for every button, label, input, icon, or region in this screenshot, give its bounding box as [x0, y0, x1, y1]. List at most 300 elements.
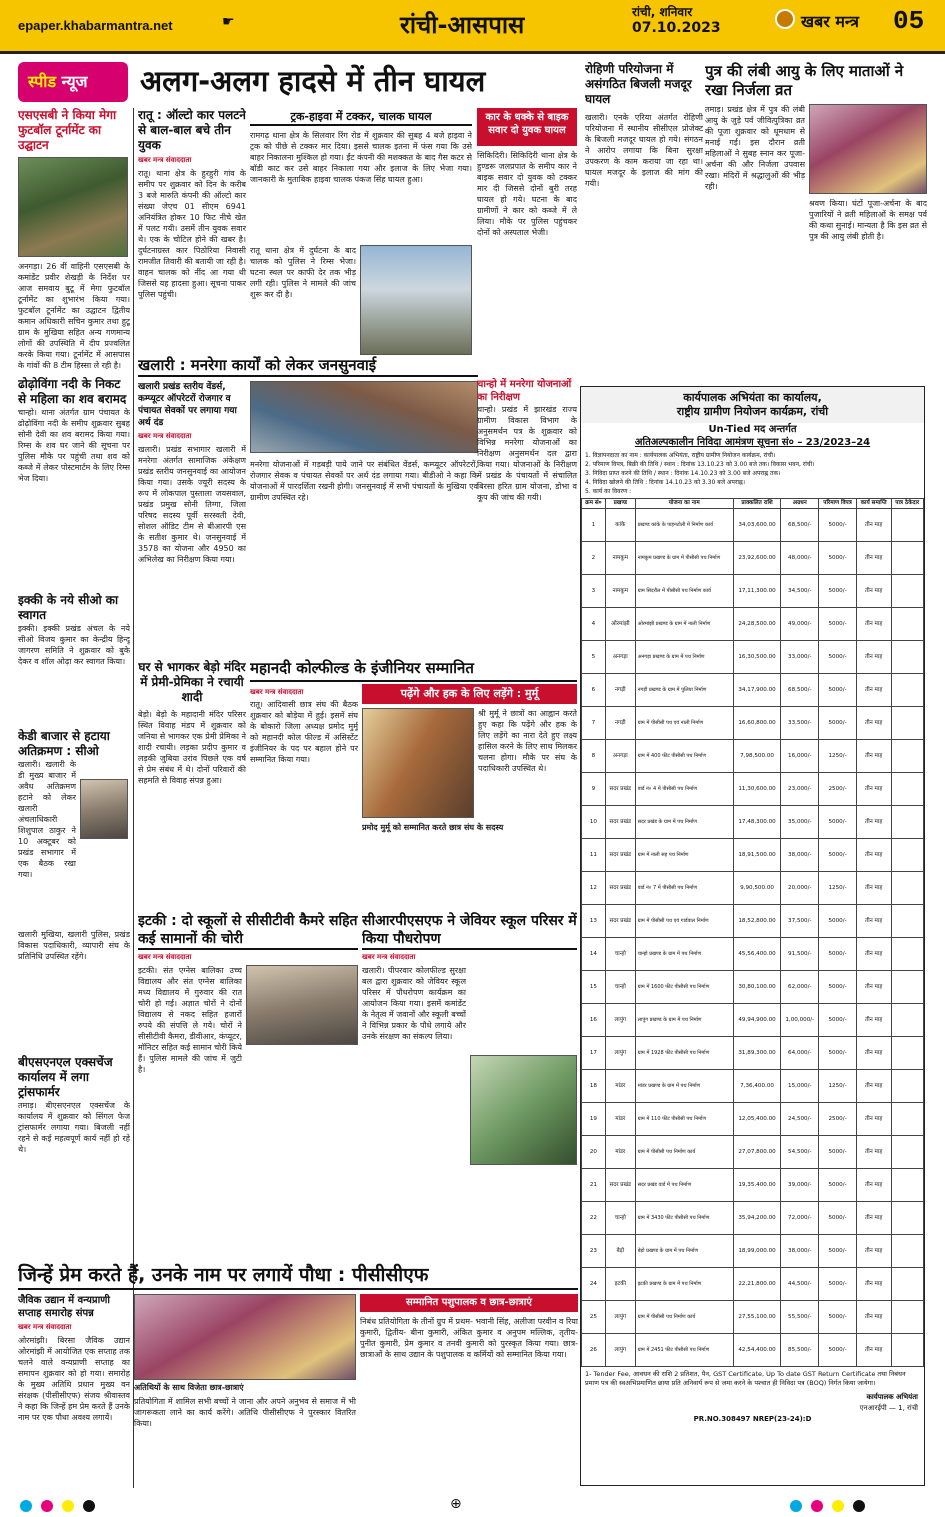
table-cell: तीन माह: [856, 773, 891, 806]
table-cell: 5000/-: [819, 1301, 857, 1334]
table-cell: 9,90,500.00: [733, 872, 781, 905]
table-cell: वार्ड नं० 4 में पीसीसी पथ निर्माण: [635, 773, 733, 806]
table-cell: 14: [582, 938, 606, 971]
story4-sub: खलारी प्रखंड स्तरीय वेंडर्स, कम्प्यूटर ऑपरेटरों रोजगार व पंचायत सेवकों पर लगाया गया अर्थ दंड: [138, 382, 237, 428]
story12-body: खलारी। पीपरवार कोलफील्ड सुरक्षा बल द्वारा शुक्रवार को जेवियर स्कूल परिसर में पौधरोपण कार्यक्रम का आयोजन किया गया। इसमें कमांडेंट के नेतृत्व में जवानों और स्कूली बच्चों ने विभिन्न प्रकार के पौधे लगाये और उनके संरक्षण का संकल्प लिया।: [362, 966, 466, 1041]
table-header-cell: प्रखण्ड: [605, 499, 635, 509]
story8-byline: खबर मन्त्र संवाददाता: [250, 688, 304, 696]
table-cell: 16,60,800.00: [733, 707, 781, 740]
table-header-cell: प्राक्कलित राशि: [733, 499, 781, 509]
story10-banner: [362, 684, 577, 704]
story13-sub: जैविक उद्यान में वन्यप्राणी सप्ताह समारोह संपन्न: [18, 1295, 111, 1319]
table-cell: मांडर: [605, 1070, 635, 1103]
table-cell: तीन माह: [856, 1103, 891, 1136]
table-cell: 39,000/-: [781, 1169, 819, 1202]
table-cell: सदर प्रखंड: [605, 905, 635, 938]
table-cell: [891, 1004, 924, 1037]
table-cell: 4: [582, 608, 606, 641]
story2-title: ट्रक-हाइवा में टक्कर, चालक घायल: [290, 110, 432, 123]
table-cell: 26: [582, 1334, 606, 1367]
table-cell: 5000/-: [819, 1004, 857, 1037]
table-cell: 34,500/-: [781, 575, 819, 608]
story14-title: सम्मानित पशुपालक व छात्र-छात्राएं: [406, 1297, 532, 1308]
table-cell: कांके: [605, 509, 635, 542]
table-cell: लापुंग: [605, 1334, 635, 1367]
table-cell: बेड़ो प्रखण्ड के ग्राम में पथ निर्माण: [635, 1235, 733, 1268]
table-cell: 2500/-: [819, 1103, 857, 1136]
theft-photo: [246, 965, 358, 1045]
table-cell: ग्राम में 400 फीट पीसीसी पथ निर्माण: [635, 740, 733, 773]
site-url[interactable]: epaper.khabarmantra.net: [18, 18, 173, 33]
left-t4-cont: खलारी मुखिया, खलारी पुलिस, प्रखंड विकास पदाधिकारी, व्यापारी संघ के प्रतिनिधि उपस्थित रहेंगे।: [18, 930, 130, 961]
football-photo: [18, 157, 128, 257]
story2-body-cont: रातू थाना क्षेत्र में दुर्घटना के बाद चालक को पुलिस ने रिम्स भेजा। घटना स्थल पर काफी देर तक भीड़ लगी रही। पुलिस ने मामले की जांच शुरू कर दी है।: [250, 246, 356, 299]
table-cell: 62,000/-: [781, 971, 819, 1004]
table-cell: 68,500/-: [781, 509, 819, 542]
story14-banner: [360, 1294, 578, 1312]
table-cell: तीन माह: [856, 938, 891, 971]
table-row: [582, 1169, 924, 1202]
table-cell: [891, 905, 924, 938]
table-cell: 37,500/-: [781, 905, 819, 938]
news-label: न्यूज: [61, 72, 88, 91]
table-cell: 34,03,600.00: [733, 509, 781, 542]
city-day: रांची, शनिवार: [632, 5, 693, 19]
table-row: [582, 806, 924, 839]
table-row: [582, 707, 924, 740]
table-cell: सदर प्रखंड: [605, 872, 635, 905]
story2-body: रामगढ़ थाना क्षेत्र के सिलवार रिंग रोड में शुक्रवार की सुबह 4 बजे हाइवा ने ट्रक को पीछे से टक्कर मार दिया। इससे चालक इतना में फंस गया कि उसे बाहर निकालना मुश्किल हो गया। ईंट कंपनी की मशक्कत के बाद गैस कटर से बॉडी काट कर उसे बाहर निकाला गया और इलाज के लिए भेजा गया। जानकारी के मुताबिक हाइवा चालक पंकज सिंह घायल हुआ।: [250, 131, 472, 184]
table-row: [582, 1334, 924, 1367]
story-khalari-manrega: [138, 355, 478, 655]
table-cell: 30,80,100.00: [733, 971, 781, 1004]
main-headline: अलग-अलग हादसे में तीन घायल: [140, 64, 486, 98]
table-header-cell: क्रम सं०: [582, 499, 606, 509]
cyan-dot-icon: [790, 1500, 802, 1512]
table-cell: 5: [582, 641, 606, 674]
table-cell: तीन माह: [856, 905, 891, 938]
table-cell: 1250/-: [819, 740, 857, 773]
table-cell: ग्राम में 1600 फीट पीसीसी पथ निर्माण: [635, 971, 733, 1004]
story-chanho-manrega: [477, 378, 577, 658]
table-cell: ओरमांझी प्रखण्ड के ग्राम में नाली निर्माण: [635, 608, 733, 641]
table-cell: 27,55,100.00: [733, 1301, 781, 1334]
table-row: [582, 1235, 924, 1268]
table-cell: [891, 1103, 924, 1136]
table-cell: ओरमांझी: [605, 608, 635, 641]
story7-body: तमाड़। प्रखंड क्षेत्र में पुत्र की लंबी आयु के जुड़े पर्व जीवित्पुत्रिका व्रत की पूजा शुक्रवार को धूमधाम से मनाई गई। इस दौरान व्रती महिलाओं ने सुबह स्नान कर पूजा-अर्चना की और निर्जला उपवास रखा। मंदिरों में श्रद्धालुओं की भीड़ रही।: [705, 105, 805, 191]
table-cell: लापुंग: [605, 1037, 635, 1070]
notice-line: 4. निविदा खोलने की तिथि : दिनांक 14.10.23 को 3.30 बजे अपराह्न।: [585, 479, 745, 486]
table-cell: 22: [582, 1202, 606, 1235]
magenta-dot-icon: [811, 1500, 823, 1512]
table-cell: 5000/-: [819, 938, 857, 971]
table-cell: 3: [582, 575, 606, 608]
notice-sign: कार्यपालक अभियंता: [866, 1393, 918, 1401]
notice-header: [581, 387, 924, 423]
left-t1: अनगड़ा। 26 वीं वाहिनी एसएसबी के कमांडेंट प्रवीर शेखड़ी के निर्देश पर आज समवाय बुटू में मेगा फुटबॉल टूर्नामेंट का शुभारंभ किया गया। फुटबॉल टूर्नामेंट का उद्घाटन द्वितीय कमान अधिकारी सचिन कुमार तथा हुटू ग्राम के मुखिया सहित अन्य गणमान्य लोगों की उपस्थिति में दीप प्रज्वलित करके किया गया। टूर्नामेंट में आसपास के गांवों की 8 टीम हिस्सा ले रही है।: [18, 262, 130, 370]
table-cell: वार्ड नं० 7 में पीसीसी पथ निर्माण: [635, 872, 733, 905]
table-cell: [891, 608, 924, 641]
table-cell: तीन माह: [856, 1070, 891, 1103]
notice-line: 1. विज्ञापनदाता का नाम : कार्यपालक अभियंता, राष्ट्रीय ग्रामीण नियोजन कार्यक्रम, रांची।: [585, 452, 776, 459]
table-cell: सदर प्रखंड: [605, 773, 635, 806]
table-cell: ग्राम में पीसीसी पथ निर्माण कार्य: [635, 1136, 733, 1169]
table-cell: तीन माह: [856, 1334, 891, 1367]
co-portrait-photo: [80, 779, 128, 839]
table-cell: 2: [582, 542, 606, 575]
notice-office: कार्यपालक अभियंता का कार्यालय,: [683, 391, 822, 404]
table-cell: [891, 1235, 924, 1268]
edition-date: 07.10.2023: [632, 20, 721, 36]
table-cell: सदर प्रखंड: [605, 839, 635, 872]
story3-title: कार के धक्के से बाइक सवार दो युवक घायल: [485, 112, 569, 136]
table-cell: [891, 1070, 924, 1103]
table-cell: 31,89,300.00: [733, 1037, 781, 1070]
table-cell: नगड़ी: [605, 707, 635, 740]
story12-title: सीआरपीएसएफ ने जेवियर स्कूल परिसर में किया पौधरोपण: [362, 912, 577, 950]
story1-body: रातू। थाना क्षेत्र के हुरहुरी गांव के समीप पर शुक्रवार को दिन के करीब 3 बजे मारुति कंपनी की ऑल्टो कार संख्या जेएच 01 सीएम 6941 अनियंत्रित होकर 10 फिट नीचे खेत में पलट गयी। उसमें तीन युवक सवार थे। एक के चोटिल होने की खबर है। दुर्घटनाग्रस्त कार पिठोरिया निवासी रामजीत तिवारी की बतायी जा रही है। वाहन चालक को नींद आ गया थी जिससे यह हादसा हुआ। सूचना पाकर पुलिस पहुंची।: [138, 169, 246, 299]
table-row: [582, 1004, 924, 1037]
table-cell: लापुंग: [605, 1004, 635, 1037]
left-t2: चान्हो। थाना अंतर्गत ग्राम पंचायत के ढोढ़ोविंगा नदी के समीप शुक्रवार सुबह सोनी देवी का शव बरामद किया गया। रिम्स के शव घर जाने की सूचना पर पुलिस मौके पर पहुंची तथा शव को कब्जे में लेकर पोस्टमार्टम के लिए रिम्स भेज दिया।: [18, 408, 130, 483]
left-t4: खलारी। खलारी के डी मुख्य बाजार में अवैध अतिक्रमण हटाने को लेकर खलारी अंचलाधिकारी शिशुपाल ठाकुर ने 10 अक्टूबर को प्रखंड सभागार में एक बैठक रखा गया।: [18, 760, 76, 879]
notice-line: 3. निविदा प्राप्त करने की तिथि / स्थान : दिनांक 14.10.23 को 3.00 बजे अपराह्न तक।: [585, 470, 781, 477]
table-row: [582, 1103, 924, 1136]
table-cell: [891, 509, 924, 542]
table-cell: नामकुम: [605, 575, 635, 608]
table-cell: 5000/-: [819, 971, 857, 1004]
table-cell: 5000/-: [819, 1136, 857, 1169]
table-cell: [891, 1169, 924, 1202]
story11-byline: खबर मन्त्र संवाददाता: [138, 953, 192, 961]
table-cell: 5000/-: [819, 509, 857, 542]
table-header-cell: अग्रधन: [781, 499, 819, 509]
table-row: [582, 1202, 924, 1235]
story8-body: बेड़ो। बेड़ो के महादानी मंदिर परिसर स्थित विवाह मंडप में शुक्रवार को जनिया से भागकर एक प्रेमी प्रेमिका ने शादी रचायी। लड़का प्रदीप कुमार व लड़की जुबिया उरांव पिछले एक वर्ष से प्रेम संबंध में थे। दोनों परिवारों की सहमति से विवाह संपन्न हुआ।: [138, 710, 246, 785]
table-row: [582, 542, 924, 575]
notice-pr: PR.NO.308497 NREP(23-24):D: [693, 1415, 812, 1423]
table-cell: मांडर: [605, 1103, 635, 1136]
table-cell: 72,000/-: [781, 1202, 819, 1235]
table-cell: ग्राम में 1928 फीट पीसीसी पथ निर्माण: [635, 1037, 733, 1070]
table-cell: नगड़ी प्रखण्ड के ग्राम में पुलिया निर्माण: [635, 674, 733, 707]
table-cell: 17: [582, 1037, 606, 1070]
table-cell: 38,000/-: [781, 839, 819, 872]
table-cell: ग्राम सिदरौल में पीसीसी पथ निर्माण कार्य: [635, 575, 733, 608]
table-cell: तीन माह: [856, 1268, 891, 1301]
table-row: [582, 740, 924, 773]
story13-body-cont: प्रतियोगिता में शामिल सभी बच्चों ने जाना और अपने अनुभव से समाज में भी जागरूकता लाने का कार्य करेंगे। अतिथि पीसीसीएफ ने पुरस्कार वितरित किया।: [134, 1397, 356, 1428]
vrat-photo: [809, 104, 927, 194]
story9-block: [250, 686, 358, 886]
table-cell: ग्राम में 110 फीट पीसीसी पथ निर्माण: [635, 1103, 733, 1136]
table-cell: तीन माह: [856, 872, 891, 905]
notice-lines: [581, 449, 924, 498]
table-cell: 54,500/-: [781, 1136, 819, 1169]
table-cell: ग्राम में पीसीसी पथ एवं नाली निर्माण: [635, 707, 733, 740]
table-cell: 7,98,500.00: [733, 740, 781, 773]
table-cell: ग्राम में पीसीसी पथ एवं गार्डवाल निर्माण: [635, 905, 733, 938]
table-cell: 55,500/-: [781, 1301, 819, 1334]
story12-byline: खबर मन्त्र संवाददाता: [362, 953, 416, 961]
story-crpsf-plantation: [362, 912, 577, 1262]
left-h3: इक्की के नये सीओ का स्वागत: [18, 593, 119, 622]
dateline: [632, 4, 721, 36]
table-header-cell: कार्य समाप्ति: [856, 499, 891, 509]
table-cell: [891, 938, 924, 971]
tender-table-body: [582, 509, 924, 1367]
table-cell: सदर प्रखंड के ग्राम में पथ निर्माण: [635, 806, 733, 839]
table-cell: तीन माह: [856, 1136, 891, 1169]
table-cell: प्रखण्ड कांके के पाहनटोली में निर्माण कार्य: [635, 509, 733, 542]
table-cell: 10: [582, 806, 606, 839]
table-row: [582, 1301, 924, 1334]
story2-banner: [250, 108, 472, 126]
table-header-cell: परिमाण विपत्र: [819, 499, 857, 509]
table-cell: 38,000/-: [781, 1235, 819, 1268]
black-dot-icon: [853, 1500, 865, 1512]
story3-body: सिकिदिरी। सिकिदिरी थाना क्षेत्र के हुण्डरू जलप्रपात के समीप कार ने बाइक सवार दो युवक को टक्कर मार दी जिससे दोनों बुरी तरह घायल हो गये। घटना के बाद ग्रामीणों ने कार को कब्जे में ले लिया। मौके पर पुलिस पहुंचकर दोनों को अस्पताल भेजी।: [477, 151, 577, 237]
table-cell: 5000/-: [819, 1334, 857, 1367]
table-cell: 5000/-: [819, 575, 857, 608]
story-mcl-engineer: [250, 656, 577, 682]
table-cell: 35,94,200.00: [733, 1202, 781, 1235]
table-cell: 35,000/-: [781, 806, 819, 839]
table-cell: ग्राम में 3430 फीट पीसीसी पथ निर्माण: [635, 1202, 733, 1235]
table-cell: तीन माह: [856, 1037, 891, 1070]
table-cell: 21: [582, 1169, 606, 1202]
table-row: [582, 839, 924, 872]
table-cell: तीन माह: [856, 806, 891, 839]
story11-body: इटकी। संत एग्नेस बालिका उच्च विद्यालय और संत एग्नेस बालिका मध्य विद्यालय में गुरुवार की रात चोरी हो गई। अज्ञात चोरों ने दोनों विद्यालय से नकद सहित हजारों रुपये की संपत्ति ले गये। चोरों ने सीसीटीवी कैमरा, डीवीआर, कंप्यूटर, मॉनिटर सहित कई सामान चोरी किये हैं। पुलिस मामले की जांच में जुटी है।: [138, 966, 242, 1074]
story10-caption: प्रमोद मुर्मू को सम्मानित करते छात्र संघ के सदस्य: [362, 823, 504, 832]
table-cell: 9: [582, 773, 606, 806]
magenta-dot-icon: [41, 1500, 53, 1512]
table-cell: मांडर प्रखण्ड के ग्राम में पथ निर्माण: [635, 1070, 733, 1103]
table-cell: 5000/-: [819, 1235, 857, 1268]
table-row: [582, 872, 924, 905]
table-cell: [891, 806, 924, 839]
table-cell: 19,35,400.00: [733, 1169, 781, 1202]
table-cell: 23,92,600.00: [733, 542, 781, 575]
table-row: [582, 509, 924, 542]
table-cell: 23,000/-: [781, 773, 819, 806]
table-cell: 23: [582, 1235, 606, 1268]
table-cell: 17,48,300.00: [733, 806, 781, 839]
table-cell: अनगड़ा प्रखण्ड के ग्राम में पथ निर्माण: [635, 641, 733, 674]
story10-body: श्री मुर्मू ने छात्रों का आह्वान करते हुए कहा कि पढ़ेंगे और हक के लिए लड़ेंगे का नारा देते हुए लक्ष्य हासिल करने के लिए साथ मिलकर चलना होगा। मौके पर संघ के पदाधिकारी उपस्थित थे।: [478, 709, 577, 773]
table-cell: 7: [582, 707, 606, 740]
story4-byline: खबर मन्त्र संवाददाता: [138, 432, 192, 440]
table-cell: तीन माह: [856, 707, 891, 740]
notice-line: 5. कार्य का विवरण :: [585, 488, 632, 495]
table-cell: तीन माह: [856, 1235, 891, 1268]
table-cell: तीन माह: [856, 1202, 891, 1235]
registration-marks-right: [790, 1497, 869, 1511]
table-cell: 42,54,400.00: [733, 1334, 781, 1367]
table-cell: 19: [582, 1103, 606, 1136]
table-cell: 85,500/-: [781, 1334, 819, 1367]
table-cell: 22,21,800.00: [733, 1268, 781, 1301]
story5-title: चान्हो में मनरेगा योजनाओं का निरीक्षण: [477, 379, 572, 403]
section-title: रांची-आसपास: [400, 11, 525, 39]
left-t3: इक्की। इक्की प्रखंड अंचल के नये सीओ विजय कुमार का केन्द्रीय हिन्दू जागरण समिति ने शुक्रवार को बुके देकर व शॉल ओढ़ा कर स्वागत किया।: [18, 624, 130, 666]
table-cell: 24,28,500.00: [733, 608, 781, 641]
story1-byline: खबर मन्त्र संवाददाता: [138, 156, 192, 164]
story-pccf: [18, 1262, 578, 1492]
table-cell: 16,000/-: [781, 740, 819, 773]
story1-title: रातू : ऑल्टो कार पलटने से बाल-बाल बचे तीन युवक: [138, 108, 246, 152]
table-cell: 7,36,400.00: [733, 1070, 781, 1103]
speed-label: स्पीड: [28, 72, 57, 91]
table-row: [582, 641, 924, 674]
story-itki-theft: [138, 912, 358, 1262]
yellow-dot-icon: [832, 1500, 844, 1512]
table-cell: [891, 1301, 924, 1334]
table-cell: 1: [582, 509, 606, 542]
table-cell: तीन माह: [856, 971, 891, 1004]
table-cell: 18,99,000.00: [733, 1235, 781, 1268]
table-cell: 24,500/-: [781, 1103, 819, 1136]
table-cell: 5000/-: [819, 1268, 857, 1301]
table-cell: 45,56,400.00: [733, 938, 781, 971]
table-cell: 5000/-: [819, 1169, 857, 1202]
story-vrat: [705, 62, 927, 382]
table-cell: 5000/-: [819, 542, 857, 575]
story7-body-cont: श्रवण किया। घंटों पूजा-अर्चना के बाद पुजारियों ने व्रती महिलाओं के समक्ष पर्व की कथा सुनाई। मान्यता है कि इस व्रत से पुत्र की आयु लंबी होती है।: [809, 199, 927, 241]
story11-title: इटकी : दो स्कूलों से सीसीटीवी कैमरे सहित कई सामानों की चोरी: [138, 912, 358, 950]
table-cell: तीन माह: [856, 1169, 891, 1202]
table-cell: 24: [582, 1268, 606, 1301]
story-rohini: [585, 62, 703, 382]
story9-body: रातू। आदिवासी छात्र संघ की बैठक शुक्रवार को बोड़ेया में हुई। इसमें संघ के बोकारो जिला अध्यक्ष प्रमोद मुर्मू को महानदी कोल फील्ड में असिस्टेंट इंजीनियर के पद पर बहाल होने पर सम्मानित किया गया।: [250, 700, 358, 764]
table-cell: 68,500/-: [781, 674, 819, 707]
table-cell: सदर प्रखंड: [605, 1169, 635, 1202]
table-cell: सदर प्रखंड: [605, 806, 635, 839]
page-number: 05: [893, 6, 925, 36]
left-t5: तमाड़। बीएसएनएल एक्सचेंज के कार्यालय में शुक्रवार को सिंगल फेज ट्रांसफार्मर लगाया गया। बिजली नहीं रहने से कई महत्वपूर्ण कार्य नहीं हो रहे थे।: [18, 1101, 130, 1154]
table-cell: तीन माह: [856, 1004, 891, 1037]
table-cell: 25: [582, 1301, 606, 1334]
table-row: [582, 773, 924, 806]
table-cell: अनगड़ा: [605, 641, 635, 674]
table-row: [582, 938, 924, 971]
table-cell: 18,91,500.00: [733, 839, 781, 872]
table-cell: 16: [582, 1004, 606, 1037]
table-row: [582, 1070, 924, 1103]
story3-banner: [477, 108, 577, 146]
table-cell: नामकुम: [605, 542, 635, 575]
table-cell: नामकुम प्रखण्ड के ग्राम में पीसीसी पथ निर्माण: [635, 542, 733, 575]
table-cell: तीन माह: [856, 1301, 891, 1334]
table-cell: 11: [582, 839, 606, 872]
table-cell: 91,500/-: [781, 938, 819, 971]
table-cell: [891, 1202, 924, 1235]
brand-name: [775, 10, 859, 32]
story6-body: खलारी। एनके एरिया अंतर्गत रोहिणी परियोजना में स्थानीय सीसीएल प्रोजेक्ट के बिजली मजदूर घायल हो गये। संगठन ने आरोप लगाया कि बिना सुरक्षा उपकरण के काम कराया जा रहा था। घायल मजदूर के इलाज की मांग की गयी।: [585, 113, 703, 188]
table-cell: बेड़ो: [605, 1235, 635, 1268]
masthead: [0, 0, 945, 54]
story8-title: घर से भागकर बेड़ो मंदिर में प्रेमी-प्रेमिका ने रचायी शादी: [138, 660, 246, 704]
table-cell: 13: [582, 905, 606, 938]
table-cell: सदर प्रखंड वार्ड में पथ निर्माण: [635, 1169, 733, 1202]
notice-line: 2. परिमाण विपत्र, बिक्री की तिथि / स्थान : दिनांक 13.10.23 को 3.00 बजे तक। विकास भवन, रांची।: [585, 461, 815, 468]
story13-title: जिन्हें प्रेम करते हैं, उनके नाम पर लगायें पौधा : पीसीसीएफ: [18, 1262, 578, 1290]
table-cell: 5000/-: [819, 839, 857, 872]
table-cell: 64,000/-: [781, 1037, 819, 1070]
table-cell: 1,00,000/-: [781, 1004, 819, 1037]
table-cell: 1250/-: [819, 872, 857, 905]
table-cell: [891, 839, 924, 872]
registration-marks-left: [20, 1497, 99, 1511]
table-cell: इटकी: [605, 1268, 635, 1301]
table-cell: लापुंग: [605, 1301, 635, 1334]
table-cell: [891, 1136, 924, 1169]
table-cell: तीन माह: [856, 608, 891, 641]
cyan-dot-icon: [20, 1500, 32, 1512]
table-row: [582, 575, 924, 608]
table-cell: 5000/-: [819, 905, 857, 938]
story4-body: खलारी। प्रखंड सभागार खलारी में मनरेगा अंतर्गत सामाजिक अंकेक्षण प्रखंड स्तरीय जनसुनवाई का आयोजन किया गया। उसके ज्यूरी सदस्य के रूप में लोकपाल पुस्ताला जयसवाल, प्रखंड प्रमुख सोनी तिग्गा, जिला परिषद सदस्य पूर्वी सरस्वती देवी, सोशल ऑडिट टीम से बीआरपी एस के सतीश कुमार थे। जनसुनवाई में 3578 का योजना और 4950 का अभिलेख का निरीक्षण किया गया।: [138, 445, 246, 564]
table-row: [582, 1037, 924, 1070]
table-cell: नगड़ी: [605, 674, 635, 707]
table-cell: [891, 971, 924, 1004]
tender-table: [581, 498, 924, 1367]
table-cell: 18: [582, 1070, 606, 1103]
table-cell: 15: [582, 971, 606, 1004]
table-cell: 16,30,500.00: [733, 641, 781, 674]
table-cell: 20: [582, 1136, 606, 1169]
story4-title: खलारी : मनरेगा कार्यों को लेकर जनसुनवाई: [138, 355, 478, 377]
story13-body: ओरमांझी। बिरसा जैविक उद्यान ओरमांझी में आयोजित एक सप्ताह तक चलने वाले वन्यप्राणी सप्ताह का समापन शुक्रवार को हो गया। समारोह के मुख्य अतिथि प्रधान मुख्य वन संरक्षक (पीसीसीएफ) संजय श्रीवास्तव ने कहा कि जिन्हें हम प्रेम करते हैं उनके नाम पर एक पौधा अवश्य लगायें।: [18, 1336, 130, 1422]
table-cell: [891, 1037, 924, 1070]
story13-caption: अतिथियों के साथ विजेता छात्र-छात्राएं: [134, 1383, 244, 1392]
award-photo: [134, 1294, 356, 1380]
table-cell: 49,000/-: [781, 608, 819, 641]
table-cell: 5000/-: [819, 1037, 857, 1070]
table-cell: तीन माह: [856, 542, 891, 575]
brand-label: खबर मन्त्र: [801, 12, 859, 31]
table-cell: 34,17,900.00: [733, 674, 781, 707]
table-cell: 17,11,300.00: [733, 575, 781, 608]
story6-title: रोहिणी परियोजना में असंगठित बिजली मजदूर घायल: [585, 62, 692, 106]
black-dot-icon: [83, 1500, 95, 1512]
table-header-cell: योजना का नाम: [635, 499, 733, 509]
table-cell: तीन माह: [856, 674, 891, 707]
notice-title: अतिअल्पकालीन निविदा आमंत्रण सूचना सं० – 23/2023–24: [634, 437, 871, 448]
brand-logo-icon: [775, 9, 795, 29]
table-cell: 48,000/-: [781, 542, 819, 575]
table-cell: अनगड़ा: [605, 740, 635, 773]
table-cell: चान्हो प्रखण्ड के ग्राम में पथ निर्माण: [635, 938, 733, 971]
story5-body: चान्हो। प्रखंड में झारखंड राज्य ग्रामीण विकास विभाग के अनुसमर्थन पत्र के शुक्रवार को विभिन्न मनरेगा योजनाओं का निरीक्षण अनुसमर्थन दल द्वारा किया गया। योजनाओं के निरीक्षण में प्रखंड के पंचायतों में संचालित बिरसा हरित ग्राम योजना, डोभा व कूप की जांच की गयी।: [477, 405, 577, 502]
table-cell: 15,000/-: [781, 1070, 819, 1103]
table-cell: [891, 542, 924, 575]
notice-footnote: 1- Tender Fee, आवधन की राशि 2 प्रतिशत, पैन, GST Certificate, Up To date GST Return Certificate तथा निबंधन प्रमाण पत्र की स्वअभिप्रमाणित छाया प्रति अनिवार्य रूप से जमा करने के पश्चात ही निविदा पत्र (BOQ) निर्गत किया जायेगा।: [585, 1370, 906, 1387]
pointer-icon: ☛: [222, 14, 235, 30]
tender-table-header: [582, 499, 924, 509]
notice-untied: Un-Tied मद अन्तर्गत: [708, 424, 797, 435]
table-cell: 11,30,600.00: [733, 773, 781, 806]
table-cell: [891, 1268, 924, 1301]
table-row: [582, 905, 924, 938]
table-cell: 12: [582, 872, 606, 905]
table-cell: 5000/-: [819, 806, 857, 839]
table-cell: 12,05,400.00: [733, 1103, 781, 1136]
table-row: [582, 1136, 924, 1169]
story10-title: पढ़ेंगे और हक के लिए लड़ेंगे : मुर्मू: [400, 687, 539, 700]
